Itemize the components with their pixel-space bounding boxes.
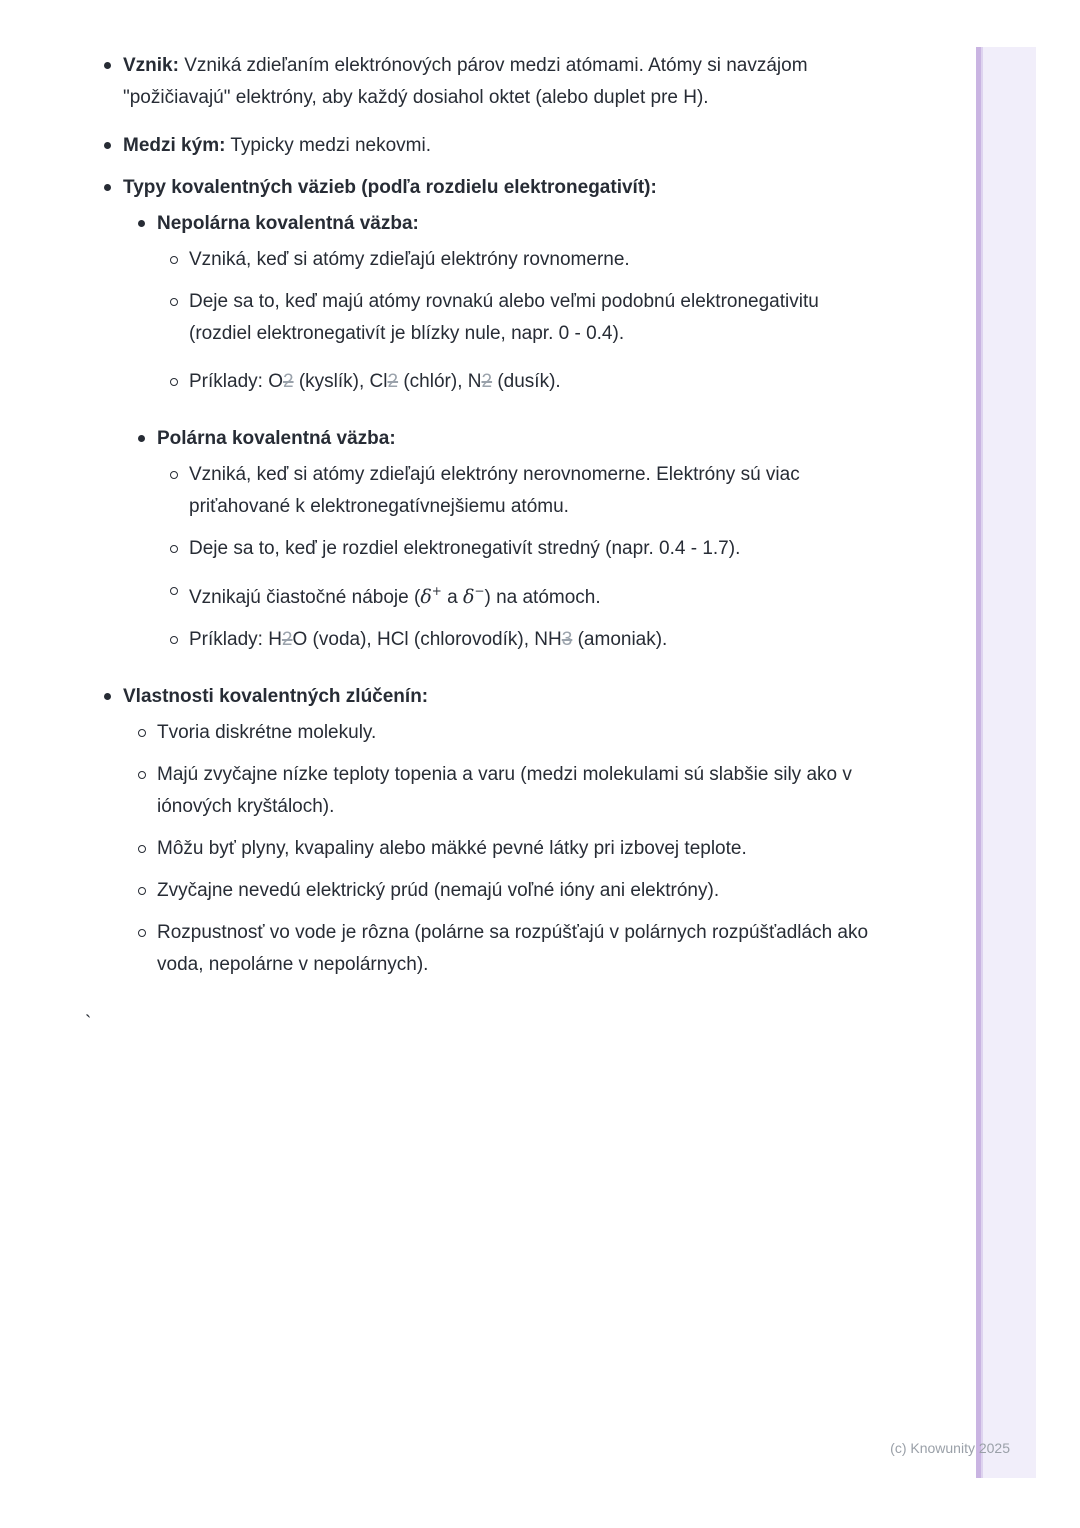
text-run: Príklady: O <box>189 371 283 392</box>
list-item <box>123 681 879 713</box>
text-run: (dusík). <box>492 371 561 392</box>
list-item <box>157 875 879 907</box>
list-item <box>157 833 879 865</box>
list-item <box>123 172 879 204</box>
text-run: 3 <box>561 629 573 650</box>
text-run: Nepolárna kovalentná väzba: <box>157 213 419 234</box>
text-run: a <box>441 587 463 608</box>
list-item <box>157 208 879 240</box>
text-run: Deje sa to, keď majú atómy rovnakú alebo veľmi podobnú elektronegativitu (rozdiel elektronegativít je blízky nule, napr. 0 - 0.4). <box>189 291 819 344</box>
text-run: 2 <box>387 371 399 392</box>
text-run: Tvoria diskrétne molekuly. <box>157 722 377 743</box>
list-item <box>123 130 879 162</box>
list-item <box>189 533 879 565</box>
text-run: ) na atómoch. <box>484 587 601 608</box>
list-item <box>189 244 879 276</box>
text-run: Vzniká zdieľaním elektrónových párov medzi atómami. Atómy si navzájom "požičiavajú" elektróny, aby každý dosiahol oktet (alebo duplet pre H). <box>123 55 808 108</box>
text-run: Polárna kovalentná väzba: <box>157 428 396 449</box>
text-run: 2 <box>481 371 493 392</box>
text-run: Príklady: H <box>189 629 282 650</box>
text-run: Vznik: <box>123 55 179 76</box>
list-item <box>189 459 879 523</box>
text-run: Rozpustnosť vo vode je rôzna (polárne sa rozpúšťajú v polárnych rozpúšťadlách ako voda, nepolárne v nepolárnych). <box>157 922 869 975</box>
text-run: Medzi kým: <box>123 135 226 156</box>
text-run: + <box>431 584 442 598</box>
text-run: 2 <box>282 371 294 392</box>
text-run: Typicky medzi nekovmi. <box>225 135 431 156</box>
list-item <box>157 759 879 823</box>
text-run: (amoniak). <box>572 629 668 650</box>
text-run: Vznikajú čiastočné náboje ( <box>189 587 421 608</box>
document-list <box>83 50 879 981</box>
text-run: δ <box>420 586 432 608</box>
text-run: Deje sa to, keď je rozdiel elektronegativít stredný (napr. 0.4 - 1.7). <box>189 538 741 559</box>
list-item <box>189 366 879 398</box>
text-run: 2 <box>281 629 293 650</box>
list-item <box>157 423 879 455</box>
list-item <box>189 286 879 350</box>
right-accent-bar <box>976 47 1036 1478</box>
copyright-watermark: (c) Knowunity 2025 <box>890 1440 1010 1456</box>
list-item <box>189 624 879 656</box>
text-run: (chlór), N <box>398 371 482 392</box>
text-run: Zvyčajne nevedú elektrický prúd (nemajú voľné ióny ani elektróny). <box>157 880 720 901</box>
text-run: − <box>474 584 485 598</box>
text-run: O (voda), HCl (chlorovodík), NH <box>292 629 562 650</box>
list-item <box>123 50 879 114</box>
text-run: Vzniká, keď si atómy zdieľajú elektróny rovnomerne. <box>189 249 630 270</box>
text-run: (kyslík), Cl <box>293 371 388 392</box>
text-run: Vzniká, keď si atómy zdieľajú elektróny nerovnomerne. Elektróny sú viac priťahované k elektronegatívnejšiemu atómu. <box>189 464 800 517</box>
text-run: Môžu byť plyny, kvapaliny alebo mäkké pevné látky pri izbovej teplote. <box>157 838 747 859</box>
stray-backtick: ` <box>85 1013 92 1034</box>
list-item <box>157 917 879 981</box>
text-run: Majú zvyčajne nízke teploty topenia a varu (medzi molekulami sú slabšie sily ako v iónových kryštáloch). <box>157 764 852 817</box>
text-run: Typy kovalentných väzieb (podľa rozdielu elektronegativít): <box>123 177 657 198</box>
list-item <box>189 575 879 614</box>
text-run: Vlastnosti kovalentných zlúčenín: <box>123 686 429 707</box>
text-run: δ <box>462 586 475 608</box>
list-item <box>157 717 879 749</box>
